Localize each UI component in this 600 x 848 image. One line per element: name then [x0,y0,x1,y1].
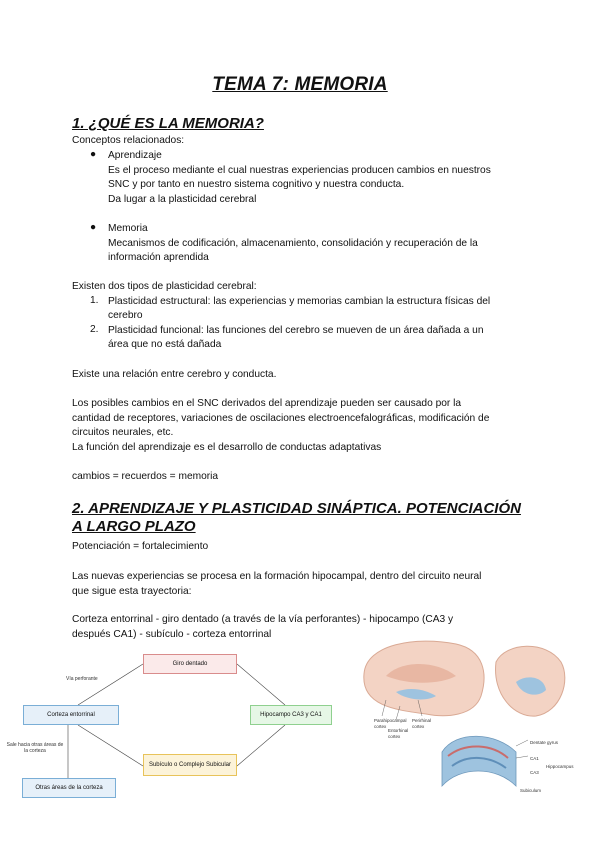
paragraph-line: después CA1) - subículo - corteza entorrinal [72,628,272,640]
diagram-otras-areas: Otras áreas de la corteza [22,778,116,798]
aprendizaje-line: SNC y por tanto en nuestro sistema cognitivo y nuestra conducta. [108,179,405,190]
brain-label: Parahipocampal cortex [374,718,407,729]
bullet-icon: ● [90,222,97,233]
brain-label: Hippocampus [546,764,574,769]
sale-label: Sale hacia otras áreas de la corteza [6,742,64,754]
term-aprendizaje: Aprendizaje [108,150,162,161]
memoria-line: Mecanismos de codificación, almacenamiento, consolidación y recuperación de la [108,237,478,249]
potenciacion-def: Potenciación = fortalecimiento [72,541,209,552]
paragraph-line: Las nuevas experiencias se procesa en la formación hipocampal, dentro del circuito neural [72,571,482,582]
brain-label: CA3 [530,770,539,775]
aprendizaje-line: Da lugar a la plasticidad cerebral [108,193,257,205]
brain-label: Perirhinal cortex [412,718,432,729]
plasticity-line: Plasticidad estructural: las experiencias y memorias cambian la estructura físicas del [108,295,491,307]
concepts-intro: Conceptos relacionados: [72,135,185,146]
via-perforante-label: Vía perforante [66,676,98,682]
plasticity-line: área que no está dañada [108,339,222,350]
section2-heading-line: 2. APRENDIZAJE Y PLASTICIDAD SINÁPTICA. POTENCIACIÓN [72,500,521,517]
paragraph-line: que sigue esta trayectoria: [72,585,192,597]
paragraph-line: La función del aprendizaje es el desarrollo de conductas adaptativas [72,441,382,453]
paragraph-line: cantidad de receptores, variaciones de oscilaciones electroencefalográficas, modificación de [72,412,490,424]
list-number: 1. [90,294,99,306]
list-number: 2. [90,323,99,335]
brain-label: Dentate gyrus [530,740,559,745]
page-title: TEMA 7: MEMORIA [212,74,388,95]
diagram-giro-dentado: Giro dentado [143,654,237,674]
brain-label: Entorhinal cortex [388,728,409,739]
diagram-subiculo: Subículo o Complejo Subicular [143,754,237,776]
paragraph-line: Los posibles cambios en el SNC derivados del aprendizaje pueden ser causado por la [72,398,462,409]
aprendizaje-line: Es el proceso mediante el cual nuestras experiencias producen cambios en nuestros [108,164,491,176]
plasticity-line: cerebro [108,310,143,321]
paragraph-line: Corteza entorrinal - giro dentado (a través de la vía perforantes) - hipocampo (CA3 y [72,614,454,625]
section1-heading: 1. ¿QUÉ ES LA MEMORIA? [72,115,264,132]
memoria-line: información aprendida [108,252,209,263]
relation-text: Existe una relación entre cerebro y conducta. [72,369,277,380]
diagram-corteza-entorrinal: Corteza entorrinal [23,705,119,725]
bullet-icon: ● [90,149,97,160]
diagram-hipocampo: Hipocampo CA3 y CA1 [250,705,332,725]
equation-text: cambios = recuerdos = memoria [72,471,219,482]
section2-heading-line: A LARGO PLAZO [72,518,196,535]
brain-label: Subiculum [520,788,542,793]
term-memoria: Memoria [108,223,148,234]
brain-label: CA1 [530,756,539,761]
plasticity-line: Plasticidad funcional: las funciones del cerebro se mueven de un área dañada a un [108,324,484,336]
plasticity-intro: Existen dos tipos de plasticidad cerebral: [72,281,257,292]
paragraph-line: circuitos neurales, etc. [72,427,174,438]
